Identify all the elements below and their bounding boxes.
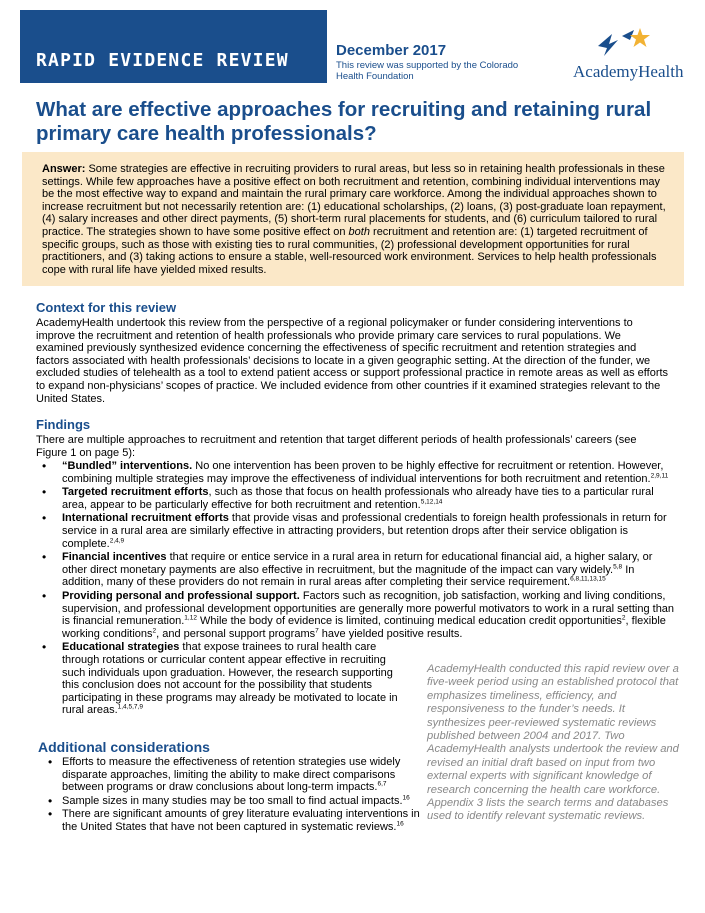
reference-marker: 1,12 [184, 614, 197, 622]
methodology-note: AcademyHealth conducted this rapid review over a five-week period using an established protocol that emphasizes timeliness, efficiency, and responsiveness to the funder’s needs. It synthesizes peer-reviewed systematic reviews published between 2004 and 2017. Two AcademyHealth analysts undertook the review and revised an initial draft based on input from two external experts with significant knowledge of research concerning the health care workforce. Appendix 3 lists the search terms and databases used to identify relevant systematic reviews. [427, 663, 679, 823]
answer-text-cont: recruitment and retention are: (1) targeted recruitment of specific groups, such as those with existing ties to rural communities, (2) professional development opportunities for rural practitioners, and (3) taking actions to ensure a stable, well-resourced work environment. Services to help health professionals cope with rural life have yielded mixed results. [42, 225, 657, 276]
finding-label: Providing personal and professional support. [62, 589, 300, 602]
reference-marker: 1,4,5,7,9 [117, 703, 143, 711]
reference-marker: 16 [396, 820, 404, 828]
reference-marker: 16 [402, 794, 410, 802]
finding-text: , and personal support programs [156, 627, 316, 640]
context-paragraph: AcademyHealth undertook this review from the perspective of a regional policymaker or funder considering interventions to improve the recruitment and retention of health professionals who provide primary care services to rural populations. We examined previously synthesized evidence concerning the effectiveness of specific recruitment and retention strategies and factors associated with health professionals’ decisions to locate in a given geographic setting. At the direction of the funder, we excluded studies of telehealth as a tool to extend patient access or support professional practice in remote areas as well as efforts to expand non-physicians’ scopes of practice. We included evidence from other countries if it examined strategies relevant to the United States. [36, 317, 669, 405]
list-item [42, 795, 422, 808]
finding-text: No one intervention has been proven to be highly effective for recruitment or retention. However, combining multiple strategies may improve the effectiveness of individual interventions for both recruitment and retention. [62, 460, 664, 485]
finding-label: Educational strategies [62, 641, 180, 654]
academyhealth-logo: AcademyHealth [573, 62, 684, 81]
finding-text: have yielded positive results. [318, 627, 463, 640]
funding-note: This review was supported by the Colorado Health Foundation [336, 60, 519, 82]
list-item [36, 590, 676, 640]
list-item [36, 486, 676, 511]
finding-label: International recruitment efforts [62, 512, 229, 525]
finding-text: that provide visas and professional credentials to foreign health professionals in return for service in a rural area are similarly effective in attracting providers, but retention drops after their service obligation is complete. [62, 512, 667, 550]
consideration-text: Sample sizes in many studies may be too small to find actual impacts. [62, 794, 403, 807]
reference-marker: 6,7 [377, 780, 387, 788]
consideration-text: There are significant amounts of grey literature evaluating interventions in the United States that have not been captured in systematic reviews. [62, 808, 420, 833]
answer-emphasis: both [348, 225, 370, 238]
finding-text: that expose trainees to rural health care through rotations or curricular content appear effective in recruiting such individuals upon graduation. However, the research supporting this conclusion does not account for the possibility that students participating in these programs may already be motivated to locate in rural areas. [62, 641, 398, 717]
list-item [42, 756, 422, 794]
additional-considerations-list [42, 756, 422, 835]
finding-label: Financial incentives [62, 551, 167, 564]
finding-label: “Bundled” interventions. [62, 460, 193, 472]
star-arrow-logo-icon [596, 26, 652, 60]
banner-title: RAPID EVIDENCE REVIEW [36, 50, 289, 71]
report-type-banner [20, 10, 327, 83]
findings-heading: Findings [36, 417, 91, 432]
page-title: What are effective approaches for recruiting and retaining rural primary care health professionals? [36, 98, 652, 145]
consideration-text: Efforts to measure the effectiveness of retention strategies use widely disparate approaches, limiting the ability to make direct comparisons between programs or draw conclusions about long-term impacts. [62, 756, 401, 794]
reference-marker: 2,4,9 [109, 536, 125, 544]
finding-text: , flexible working conditions [62, 615, 666, 640]
list-item [36, 512, 676, 550]
list-item [36, 551, 676, 589]
reference-marker: 5,8 [613, 563, 623, 571]
finding-label: Targeted recruitment efforts [62, 486, 209, 499]
list-item [36, 641, 408, 717]
context-heading: Context for this review [36, 300, 177, 315]
finding-text: While the body of evidence is limited, continuing medical education credit opportunities [196, 615, 622, 628]
finding-text: , such as those that focus on health professionals who already have ties to a particular rural area, appear to be particularly effective for both recruitment and retention. [62, 486, 654, 511]
list-item [42, 808, 422, 833]
answer-summary [42, 163, 672, 276]
list-item [36, 460, 676, 485]
reference-marker: 6,8,11,13,15 [570, 575, 606, 583]
reference-marker: 2,9,11 [650, 471, 669, 479]
answer-text: Some strategies are effective in recruiting providers to rural areas, but less so in retaining health professionals in these settings. While few approaches have a positive effect on both recruitment and retention, combining individual interventions may be the most effective way to expand and maintain the rural primary care workforce. Among the individual approaches shown to increase recruitment but not necessarily retention are: (1) educational scholarships, (2) loans, (3) post-graduate loan repayment, (4) salary increases and other direct payments, (5) short-term rural placements for students, and (6) curriculum tailored to rural practice. The strategies shown to have some positive effect on [42, 163, 666, 238]
reference-marker: 2 [621, 614, 626, 622]
reference-marker: 2 [152, 627, 157, 635]
finding-text: In addition, many of these providers do not remain in rural areas after completing their service requirement. [62, 563, 635, 589]
answer-label: Answer: [42, 163, 86, 175]
reference-marker: 7 [315, 627, 319, 635]
publication-date: December 2017 [336, 42, 447, 59]
finding-text: that require or entice service in a rural area in return for educational financial aid, a higher salary, or other direct monetary payments are also effective in recruitment, but the magnitude of the impact can vary widely. [62, 551, 653, 576]
findings-intro: There are multiple approaches to recruitment and retention that target different periods of health professionals’ careers (see Figure 1 on page 5): [36, 434, 637, 459]
additional-considerations-heading: Additional considerations [38, 739, 210, 755]
finding-text: Factors such as recognition, job satisfaction, working and living conditions, supervision, and professional development opportunities are generally more powerful motivators to work in a rural setting than is financial remuneration. [62, 589, 675, 628]
reference-marker: 5,12,14 [420, 498, 443, 506]
